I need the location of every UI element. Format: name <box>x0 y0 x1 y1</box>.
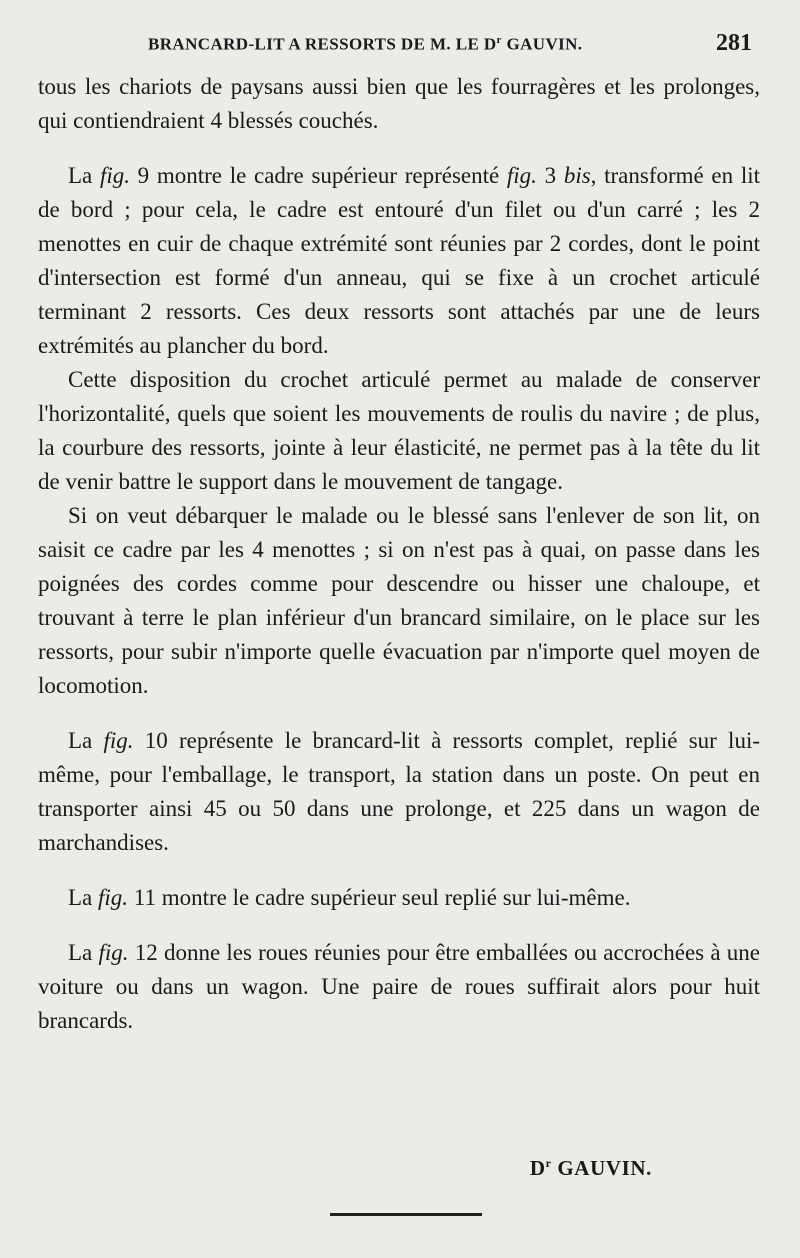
running-head-text: BRANCARD-LIT A RESSORTS DE M. LE D <box>148 34 497 54</box>
paragraph-5: La fig. 10 représente le brancard-lit à ressorts complet, replié sur lui-même, pour l'emballage, le transport, la station dans un poste. On peut en transporter ainsi 45 ou 50 dans une prolonge, et 225 dans un wagon de marchandises. <box>38 728 760 855</box>
paragraph-7: La fig. 12 donne les roues réunies pour être emballées ou accrochées à une voiture ou dans un wagon. Une paire de roues suffirait alors pour huit brancards. <box>38 940 760 1033</box>
bis-ref: bis <box>563 163 591 188</box>
page-number: 281 <box>716 30 752 56</box>
fig-ref: fig. <box>103 728 134 753</box>
fig-ref: fig. <box>506 163 537 188</box>
running-head <box>148 34 582 55</box>
body-text <box>38 70 760 1038</box>
paragraph-3: Cette disposition du crochet articulé permet au malade de conserver l'horizontalité, quels que soient les mouvements de roulis du navire ; de plus, la courbure des ressorts, jointe à leur élasticité, ne permet pas à la tête du lit de venir battre le support dans le mouvement de tangage. <box>38 367 760 494</box>
paragraph-4: Si on veut débarquer le malade ou le blessé sans l'enlever de son lit, on saisit ce cadre par les 4 menottes ; si on n'est pas à quai, on passe dans les poignées des cordes comme pour descendre ou hisser une chaloupe, et trouvant à terre le plan inférieur d'un brancard similaire, on le place sur les ressorts, pour subir n'importe quelle évacuation par n'importe quel moyen de locomotion. <box>38 503 760 698</box>
fig-ref: fig. <box>98 885 129 910</box>
paragraph-6: La fig. 11 montre le cadre supérieur seul replié sur lui-même. <box>68 885 631 910</box>
page-header <box>0 30 800 64</box>
running-head-sup: r <box>496 34 502 46</box>
running-head-tail: GAUVIN. <box>501 34 583 54</box>
fig-ref: fig. <box>98 940 129 965</box>
fig-ref: fig. <box>99 163 130 188</box>
end-rule <box>330 1213 482 1216</box>
paragraph-2: La fig. 9 montre le cadre supérieur représenté fig. 3 bis, transformé en lit de bord ; pour cela, le cadre est entouré d'un filet ou d'un carré ; les 2 menottes en cuir de chaque extrémité sont réunies par 2 cordes, dont le point d'intersection est formé d'un anneau, qui se fixe à un crochet articulé terminant 2 ressorts. Ces deux ressorts sont attachés par une de leurs extrémités au plancher du bord. <box>38 163 760 358</box>
paragraph-1: tous les chariots de paysans aussi bien que les fourragères et les prolonges, qui contiendraient 4 blessés couchés. <box>38 74 760 133</box>
signature: $D^r$ GAUVIN. <box>529 1156 652 1180</box>
